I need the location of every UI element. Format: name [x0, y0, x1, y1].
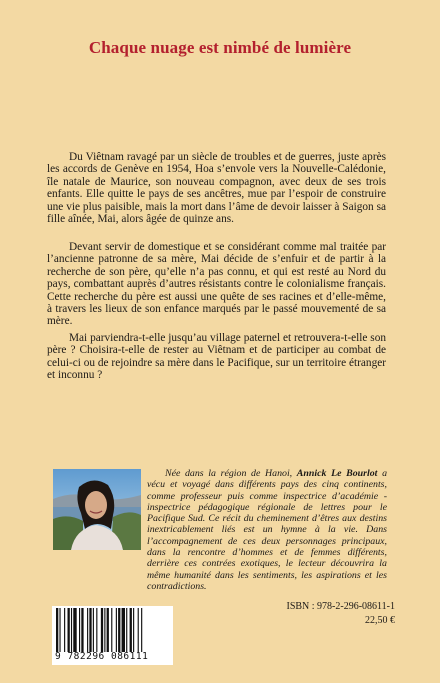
- barcode-bar: [133, 608, 134, 652]
- book-title: Chaque nuage est nimbé de lumière: [88, 38, 352, 57]
- barcode-bar: [111, 608, 112, 652]
- barcode-bar: [71, 608, 72, 652]
- barcode-bar: [116, 608, 117, 652]
- barcode-bar: [64, 608, 65, 652]
- barcode-bar: [141, 608, 142, 652]
- barcode-bar: [96, 608, 97, 652]
- barcode-bar: [101, 608, 103, 652]
- barcode-bar: [138, 608, 139, 652]
- barcode-bar: [107, 608, 109, 652]
- summary-paragraph-3: Mai parviendra-t-elle jusqu’au village paternel et retrouvera-t-elle son père ? Choisira-t-elle de rester au Viêtnam et de participer au combat de celui-ci ou de rejoindre sa mère dans le Pacifique, sur un territoire étranger et inconnu ?: [47, 332, 386, 382]
- bio-text: a vécu et voyagé dans différents pays des cinq continents, comme professeur puis comme inspectrice d’académie - inspectrice pédagogique régionale de lettres pour le Pacifique Sud. Ce récit du cheminement d’êtres aux destins inextricablement liés est un hymne à la vie. Dans l’accompagnement de ces deux personnages principaux, dans la rencontre d’hommes et de femmes différents, derrière ces contrées exotiques, le lecteur découvrira la même humanité dans les sentiments, les aspirations et les contradictions.: [147, 468, 387, 592]
- barcode-bar: [118, 608, 120, 652]
- barcode-bar: [87, 608, 88, 652]
- author-name: Annick Le Bourlot: [296, 468, 378, 479]
- isbn-label: ISBN : 978-2-296-08611-1: [286, 601, 395, 612]
- summary-paragraph-1: Du Viêtnam ravagé par un siècle de troubles et de guerres, juste après les accords de Genève en 1954, Hoa s’envole vers la Nouvelle-Calédonie, île natale de Maurice, son nouveau compagnon, avec deux de ses trois enfants. Elle quitte le pays de ses ancêtres, mue par l’espoir de construire une vie plus paisible, mais la mort dans l’âme de devoir laisser à Saigon sa fille aînée, Mai, alors âgée de quinze ans.: [47, 151, 386, 226]
- barcode-bar: [81, 608, 83, 652]
- barcode-bar: [79, 608, 80, 652]
- barcode-bar: [56, 608, 58, 652]
- barcode-bar: [59, 608, 60, 652]
- author-photo: [53, 469, 141, 550]
- barcode-bar: [104, 608, 105, 652]
- price-label: 22,50 €: [365, 615, 395, 626]
- barcode-bar: [89, 608, 91, 652]
- summary-paragraph-2: Devant servir de domestique et se considérant comme mal traitée par l’ancienne patronne de sa mère, Mai décide de s’enfuir et de partir à la recherche de son père, qu’elle n’a pas connu, et qui est resté au Nord du pays, combattant auprès d’autres résistants contre le colonialisme français. Cette recherche du père est aussi une quête de ses racines et d’elle-même, à travers les lieux de son enfance marqués par le passé mouvementé de sa mère.: [47, 241, 386, 328]
- bio-intro: Née dans la région de Hanoi,: [165, 468, 297, 479]
- barcode-bar: [73, 608, 76, 652]
- author-bio: [147, 468, 387, 592]
- barcode-bar: [93, 608, 94, 652]
- barcode-bar: [126, 608, 127, 652]
- barcode-bar: [122, 608, 125, 652]
- barcode-bar: [68, 608, 70, 652]
- barcode-digits: 9 782296 086111: [55, 651, 149, 662]
- barcode-bar: [130, 608, 132, 652]
